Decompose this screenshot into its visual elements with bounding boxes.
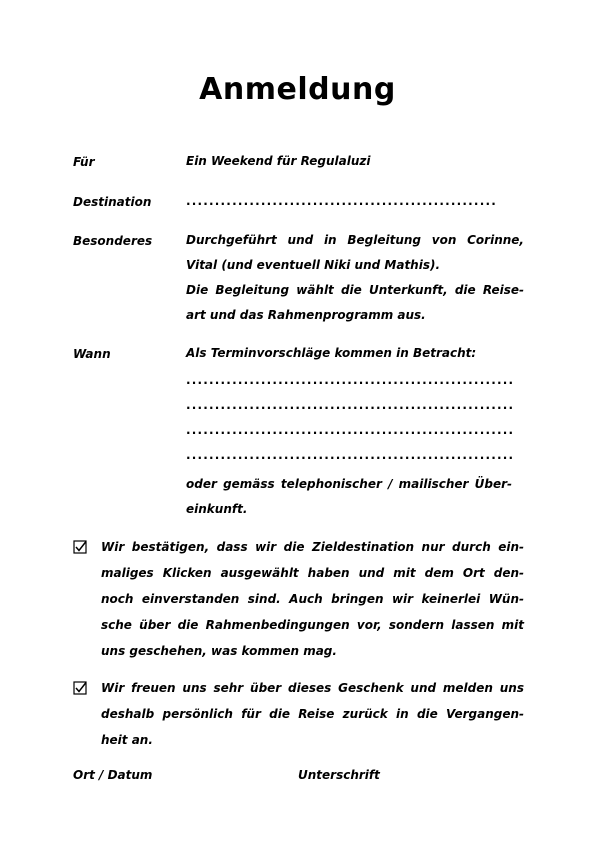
statement-line: Wir freuen uns sehr über dieses Geschenk und melden uns — [101, 681, 524, 695]
registration-statement — [101, 682, 524, 752]
besonderes-line: Durchgeführt und in Begleitung von Corinne, — [186, 233, 524, 247]
destination-blank-line: ...................................................... — [186, 194, 497, 208]
fuer-label: Für — [73, 155, 95, 169]
ort-datum-label: Ort / Datum — [73, 768, 153, 782]
page-title: Anmeldung — [199, 72, 396, 107]
wann-outro-line: einkunft. — [186, 502, 248, 516]
wann-outro-line: oder gemäss telephonischer / mailischer Über- — [186, 477, 512, 491]
wann-blank-line: ......................................................... — [186, 448, 515, 462]
destination-label: Destination — [73, 195, 152, 209]
besonderes-line: Die Begleitung wählt die Unterkunft, die Reise- — [186, 283, 524, 297]
wann-blank-line: ......................................................... — [186, 373, 515, 387]
wann-blank-line: ......................................................... — [186, 398, 515, 412]
statement-line: Wir bestätigen, dass wir die Zieldestination nur durch ein- — [101, 540, 524, 554]
wann-blank-line: ......................................................... — [186, 423, 515, 437]
besonderes-line: Vital (und eventuell Niki und Mathis). — [186, 258, 441, 272]
wann-label: Wann — [73, 347, 111, 361]
confirmation-statement — [101, 541, 524, 661]
fuer-value: Ein Weekend für Regulaluzi — [186, 154, 371, 168]
besonderes-label: Besonderes — [73, 234, 153, 248]
statement-line: uns geschehen, was kommen mag. — [101, 644, 337, 658]
besonderes-line: art und das Rahmenprogramm aus. — [186, 308, 426, 322]
statement-line: deshalb persönlich für die Reise zurück in die Vergangen- — [101, 707, 524, 721]
statement-line: sche über die Rahmenbedingungen vor, sondern lassen mit — [101, 618, 524, 632]
checked-checkbox-icon[interactable] — [73, 681, 87, 695]
statement-line: heit an. — [101, 733, 153, 747]
wann-intro: Als Terminvorschläge kommen in Betracht: — [186, 346, 477, 360]
checked-checkbox-icon[interactable] — [73, 540, 87, 554]
statement-line: maliges Klicken ausgewählt haben und mit dem Ort den- — [101, 566, 524, 580]
statement-line: noch einverstanden sind. Auch bringen wir keinerlei Wün- — [101, 592, 524, 606]
unterschrift-label: Unterschrift — [298, 768, 380, 782]
